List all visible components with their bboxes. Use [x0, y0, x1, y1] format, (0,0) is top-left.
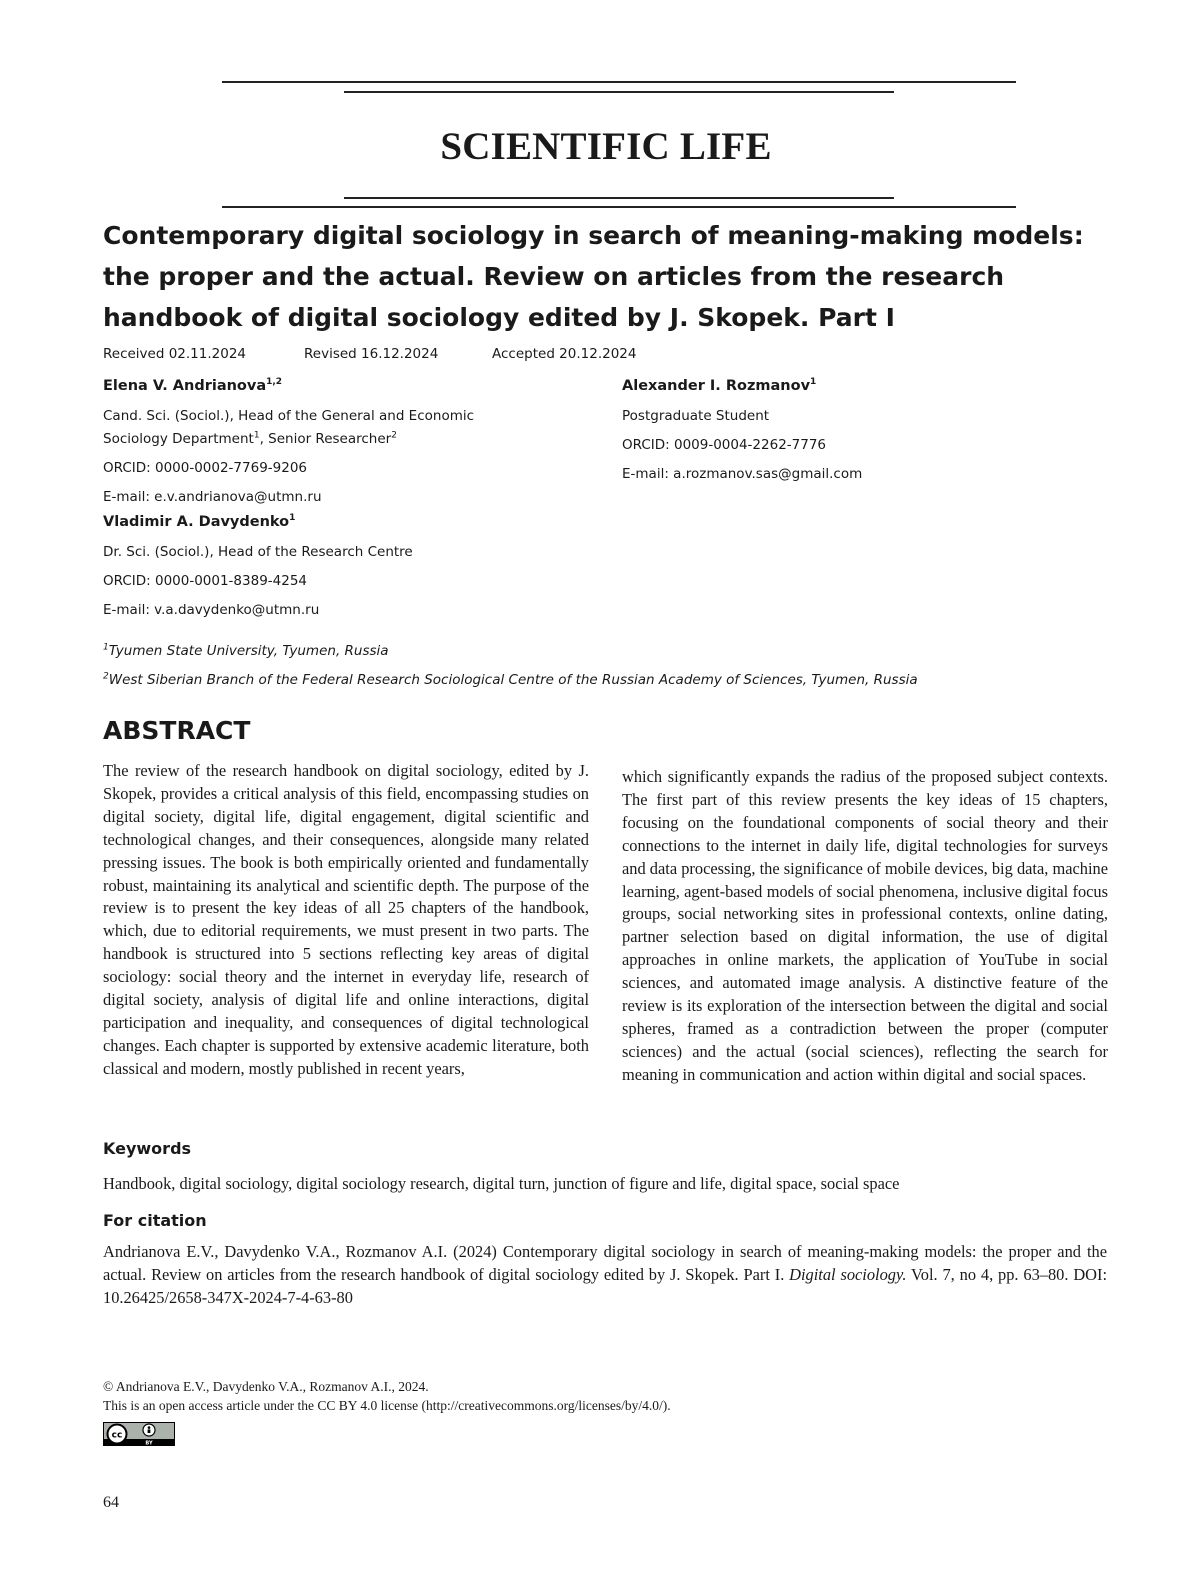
affiliation: $^1$Tyumen State University, Tyumen, Russia: [103, 642, 389, 659]
license-line[interactable]: This is an open access article under the CC BY 4.0 license (http://creativecommons.org/licenses/by/4.0/).: [103, 1398, 671, 1413]
cc-icon-label: cc: [111, 1430, 123, 1441]
by-label: BY: [145, 1440, 153, 1446]
keywords-heading: Keywords: [103, 1139, 192, 1158]
accepted-date: Accepted 20.12.2024: [492, 346, 637, 362]
author-column-right: [622, 378, 1102, 488]
abstract-text-left: The review of the research handbook on digital sociology, edited by J. Skopek, provides a critical analysis of this field, encompassing studies on digital society, digital life, digital engagement, digital scientific and technological changes, and their consequences, alongside many related pressing issues. The book is both empirically oriented and fundamentally robust, maintaining its analytical and scientific depth. The purpose of the review is to present the key ideas of all 25 chapters of the handbook, which, due to editorial requirements, we must present in two parts. The handbook is structured into 5 sections reflecting key areas of digital sociology: social theory and the internet in everyday life, research of digital society, analysis of digital life and online interactions, digital participation and inequality, and consequences of digital technological changes. Each chapter is supported by extensive academic literature, both classical and modern, mostly published in recent years,: [103, 761, 589, 1078]
citation-text: Andrianova E.V., Davydenko V.A., Rozmanov A.I. (2024) Contemporary digital sociology in search of meaning-making models: the proper and the actual. Review on articles from the research handbook of digital sociology edited by J. Skopek. Part I. Digital sociology. Vol. 7, no 4, pp. 63–80. DOI: 10.26425/2658-347X-2024-7-4-63-80: [103, 1242, 1107, 1307]
author-position: Dr. Sci. (Sociol.), Head of the Research Centre: [103, 544, 413, 560]
author-orcid: ORCID: 0009-0004-2262-7776: [622, 437, 827, 453]
section-title: SCIENTIFIC LIFE: [440, 125, 772, 168]
author-name: Elena V. Andrianova$^{1,2}$: [103, 377, 283, 394]
keywords-text: Handbook, digital sociology, digital sociology research, digital turn, junction of figure and life, digital space, social space: [103, 1174, 900, 1193]
author-orcid: ORCID: 0000-0002-7769-9206: [103, 460, 308, 476]
citation-heading: For citation: [103, 1211, 207, 1230]
bottom-rule-inner: [344, 197, 894, 199]
author-column-left: [103, 378, 603, 628]
top-rule-inner: [344, 91, 894, 93]
author-email: E-mail: v.a.davydenko@utmn.ru: [103, 602, 320, 618]
author-email: E-mail: a.rozmanov.sas@gmail.com: [622, 466, 863, 482]
author-position-cont: Sociology Department$^1$, Senior Researcher$^2$: [103, 430, 397, 447]
author-name: Alexander I. Rozmanov$^1$: [622, 377, 817, 394]
author-position: Cand. Sci. (Sociol.), Head of the General and Economic: [103, 408, 475, 424]
cc-by-license-badge[interactable]: [103, 1422, 175, 1446]
abstract-text-right: which significantly expands the radius of the proposed subject contexts. The first part of this review presents the key ideas of 15 chapters, focusing on the foundational components of social theory and their connections to the internet in daily life, digital technologies for surveys and data processing, the significance of mobile devices, big data, machine learning, agent-based models of social phenomena, inclusive digital focus groups, social networking sites in professional contexts, online dating, partner selection based on digital information, the use of digital approaches in online markets, the application of YouTube in social sciences, and automated image analysis. A distinctive feature of the review is its exploration of the intersection between the digital and social spheres, framed as a contradiction between the proper (computer sciences) and the actual (social sciences), reflecting the search for meaning in communication and action within digital and social spaces.: [622, 767, 1108, 1084]
abstract-heading: ABSTRACT: [103, 716, 251, 745]
top-rule-outer: [222, 81, 1016, 83]
article-title: Contemporary digital sociology in search of meaning-making models: the proper and the actual. Review on articles from the research handbook of digital sociology edited by J. Skopek. Part I: [103, 221, 1084, 332]
author-email: E-mail: e.v.andrianova@utmn.ru: [103, 489, 322, 505]
bottom-rule-outer: [222, 206, 1016, 208]
author-name: Vladimir A. Davydenko$^1$: [103, 513, 296, 530]
author-orcid: ORCID: 0000-0001-8389-4254: [103, 573, 308, 589]
journal-name: Digital sociology.: [789, 1264, 907, 1284]
copyright-line: © Andrianova E.V., Davydenko V.A., Rozmanov A.I., 2024.: [103, 1379, 429, 1394]
received-date: Received 02.11.2024: [103, 346, 247, 362]
affiliation: $^2$West Siberian Branch of the Federal Research Sociological Centre of the Russian Academy of Sciences, Tyumen, Russia: [103, 671, 918, 688]
author-position: Postgraduate Student: [622, 408, 770, 424]
revised-date: Revised 16.12.2024: [304, 346, 439, 362]
page-number: 64: [103, 1494, 119, 1511]
